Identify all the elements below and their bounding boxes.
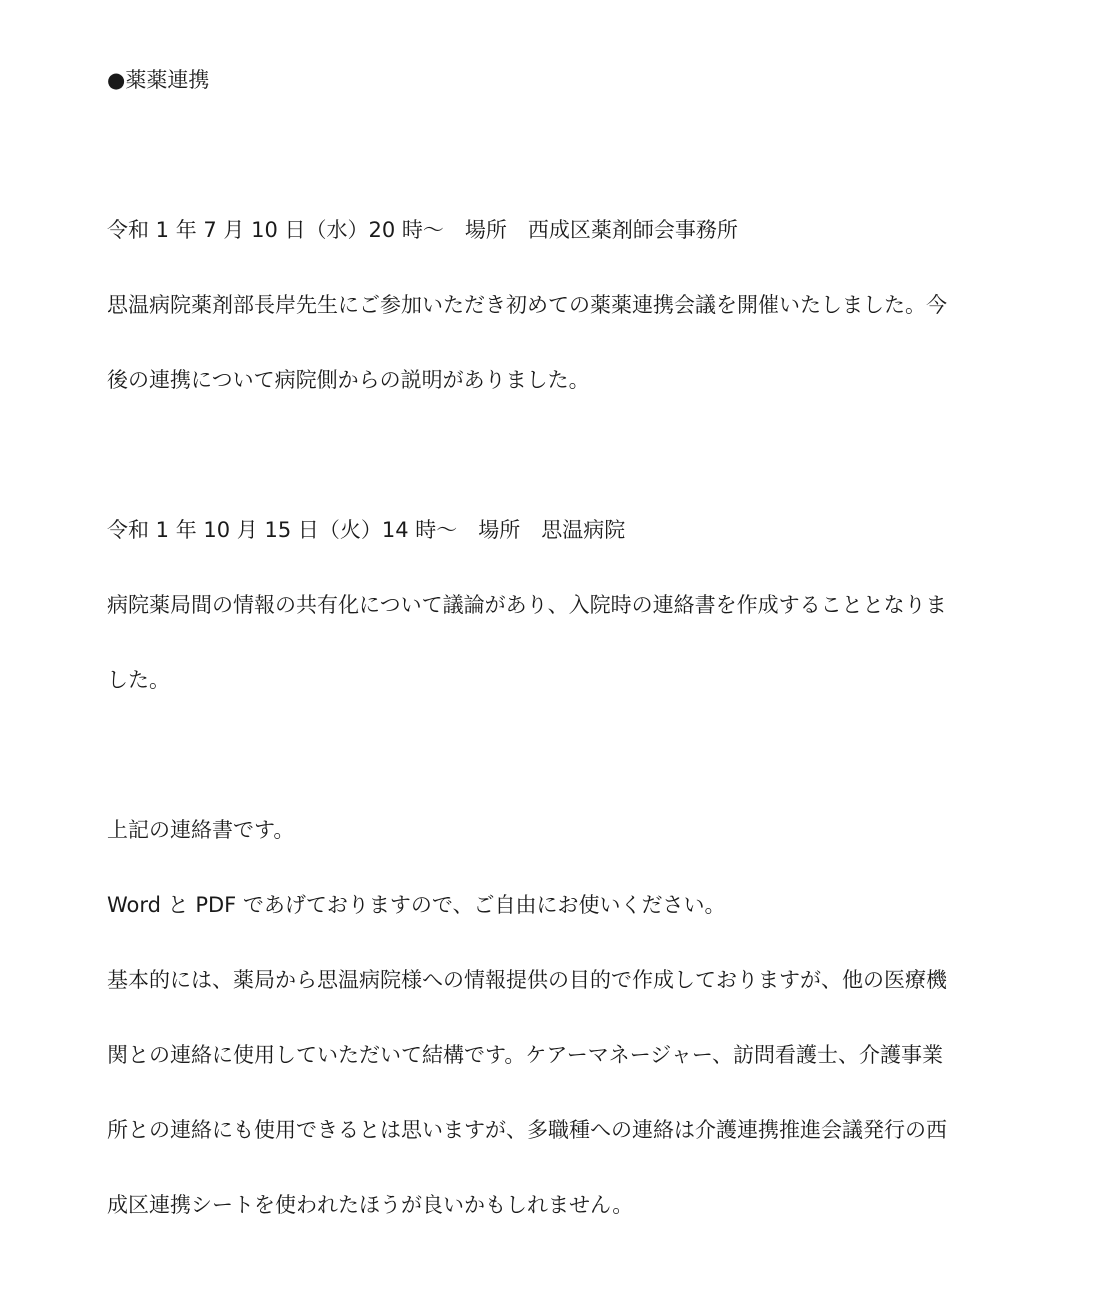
meeting-2-text-line: 病院薬局間の情報の共有化について議論があり、入院時の連絡書を作成することとなりま xyxy=(107,593,947,617)
meeting-1-text-line: 思温病院薬剤部長岸先生にご参加いただき初めての薬薬連携会議を開催いたしました。今 xyxy=(107,293,947,317)
notes-text-line: 基本的には、薬局から思温病院様への情報提供の目的で作成しておりますが、他の医療機 xyxy=(107,968,947,992)
notes-text-line: 上記の連絡書です。 xyxy=(107,818,295,842)
meeting-2-text-line: した。 xyxy=(107,668,170,692)
meeting-1-date-place: 令和 1 年 7 月 10 日（水）20 時～ 場所 西成区薬剤師会事務所 xyxy=(107,218,738,242)
notes-text-line: 所との連絡にも使用できるとは思いますが、多職種への連絡は介護連携推進会議発行の西 xyxy=(107,1118,947,1142)
notes-text-line: Word と PDF であげておりますので、ご自由にお使いください。 xyxy=(107,893,726,917)
notes-text-line: 関との連絡に使用していただいて結構です。ケアーマネージャー、訪問看護士、介護事業 xyxy=(107,1043,944,1067)
section-heading: ●薬薬連携 xyxy=(107,68,210,92)
meeting-1-text-line: 後の連携について病院側からの説明がありました。 xyxy=(107,368,590,392)
meeting-2-date-place: 令和 1 年 10 月 15 日（火）14 時～ 場所 思温病院 xyxy=(107,518,626,542)
notes-text-line: 成区連携シートを使われたほうが良いかもしれません。 xyxy=(107,1193,634,1217)
